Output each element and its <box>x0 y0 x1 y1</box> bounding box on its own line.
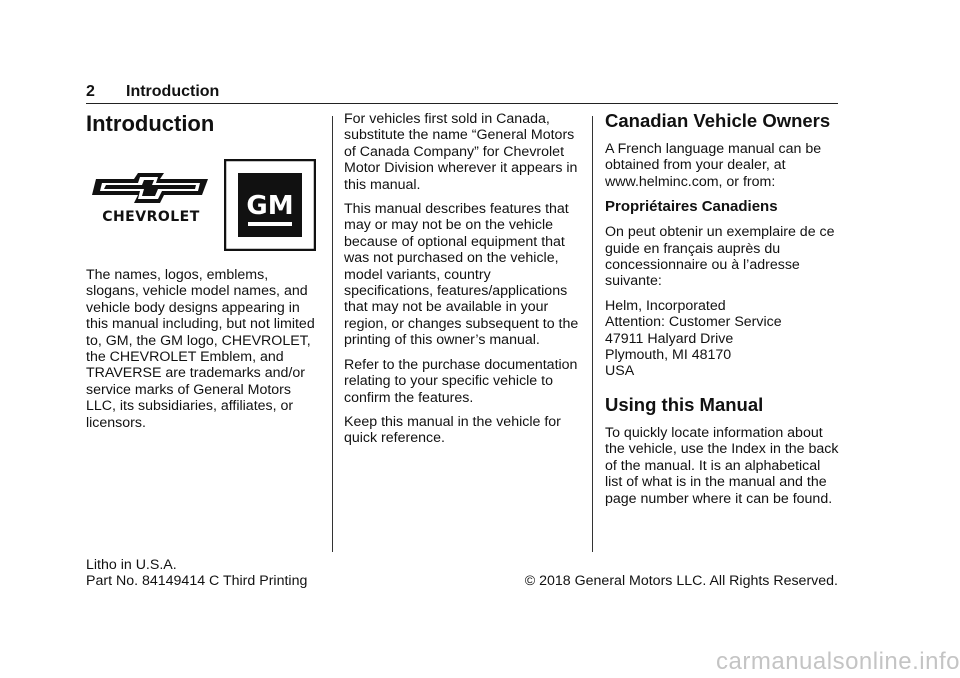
french-manual-paragraph: A French language manual can be obtained from your dealer, at www.helminc.com, or from: <box>605 141 822 190</box>
helm-address <box>605 298 841 380</box>
column-divider-1 <box>332 116 333 552</box>
canada-paragraph: For vehicles first sold in Canada, substitute the name “General Motors of Canada Company” for Chevrolet Motor Division wherever it appears in this manual. <box>344 111 578 193</box>
gm-logo-text: GM <box>246 191 294 221</box>
canadian-owners-heading: Canadian Vehicle Owners <box>605 110 831 131</box>
copyright-text: © 2018 General Motors LLC. All Rights Reserved. <box>524 573 838 589</box>
footer-left <box>86 557 307 589</box>
address-line: Plymouth, MI 48170 <box>605 347 732 364</box>
purchase-paragraph: Refer to the purchase documentation relating to your specific vehicle to confirm the features. <box>344 356 578 406</box>
column-divider-2 <box>592 116 593 552</box>
page-header <box>86 83 838 103</box>
page-title: Introduction <box>86 111 215 136</box>
address-line: Helm, Incorporated <box>605 297 726 314</box>
chevrolet-wordmark: CHEVROLET <box>102 209 200 225</box>
watermark: carmanualsonline.info <box>716 648 960 675</box>
part-number: Part No. 84149414 C Third Printing <box>86 573 308 589</box>
index-paragraph: To quickly locate information about the vehicle, use the Index in the back of the manual. It is an alphabetical list of what is in the manual and the page number where it can be found. <box>605 424 839 507</box>
features-paragraph: This manual describes features that may or may not be on the vehicle because of optional equipment that was not purchased on the vehicle, model variants, country specifications, features/applications that may not be available in your region, or changes subsequent to the printing of this owner’s manual. <box>344 201 579 349</box>
page-number: 2 <box>86 83 95 100</box>
address-line: 47911 Halyard Drive <box>605 330 734 347</box>
address-line: Attention: Customer Service <box>605 314 782 331</box>
gm-logo <box>224 159 316 251</box>
proprietaires-heading: Propriétaires Canadiens <box>605 198 778 216</box>
litho-text: Litho in U.S.A. <box>86 557 177 573</box>
column-3 <box>605 110 841 515</box>
keep-manual-paragraph: Keep this manual in the vehicle for quick reference. <box>344 413 561 447</box>
section-title: Introduction <box>126 83 220 100</box>
column-1 <box>86 111 322 439</box>
brand-logos <box>86 159 322 255</box>
chevrolet-logo <box>92 171 210 233</box>
trademark-paragraph: The names, logos, emblems, slogans, vehicle model names, and vehicle body designs appearing in this manual including, but not limited to, GM, the GM logo, CHEVROLET, the CHEVROLET Emblem, and TRAVERSE are trademarks and/or service marks of General Motors LLC, its subsidiaries, affiliates, or licensors. <box>86 267 315 431</box>
header-rule <box>86 103 838 104</box>
column-2 <box>344 111 582 455</box>
french-paragraph: On peut obtenir un exemplaire de ce guide en français auprès du concessionnaire ou à l’adresse suivante: <box>605 224 835 290</box>
using-manual-heading: Using this Manual <box>605 393 764 415</box>
address-line: USA <box>605 363 635 380</box>
